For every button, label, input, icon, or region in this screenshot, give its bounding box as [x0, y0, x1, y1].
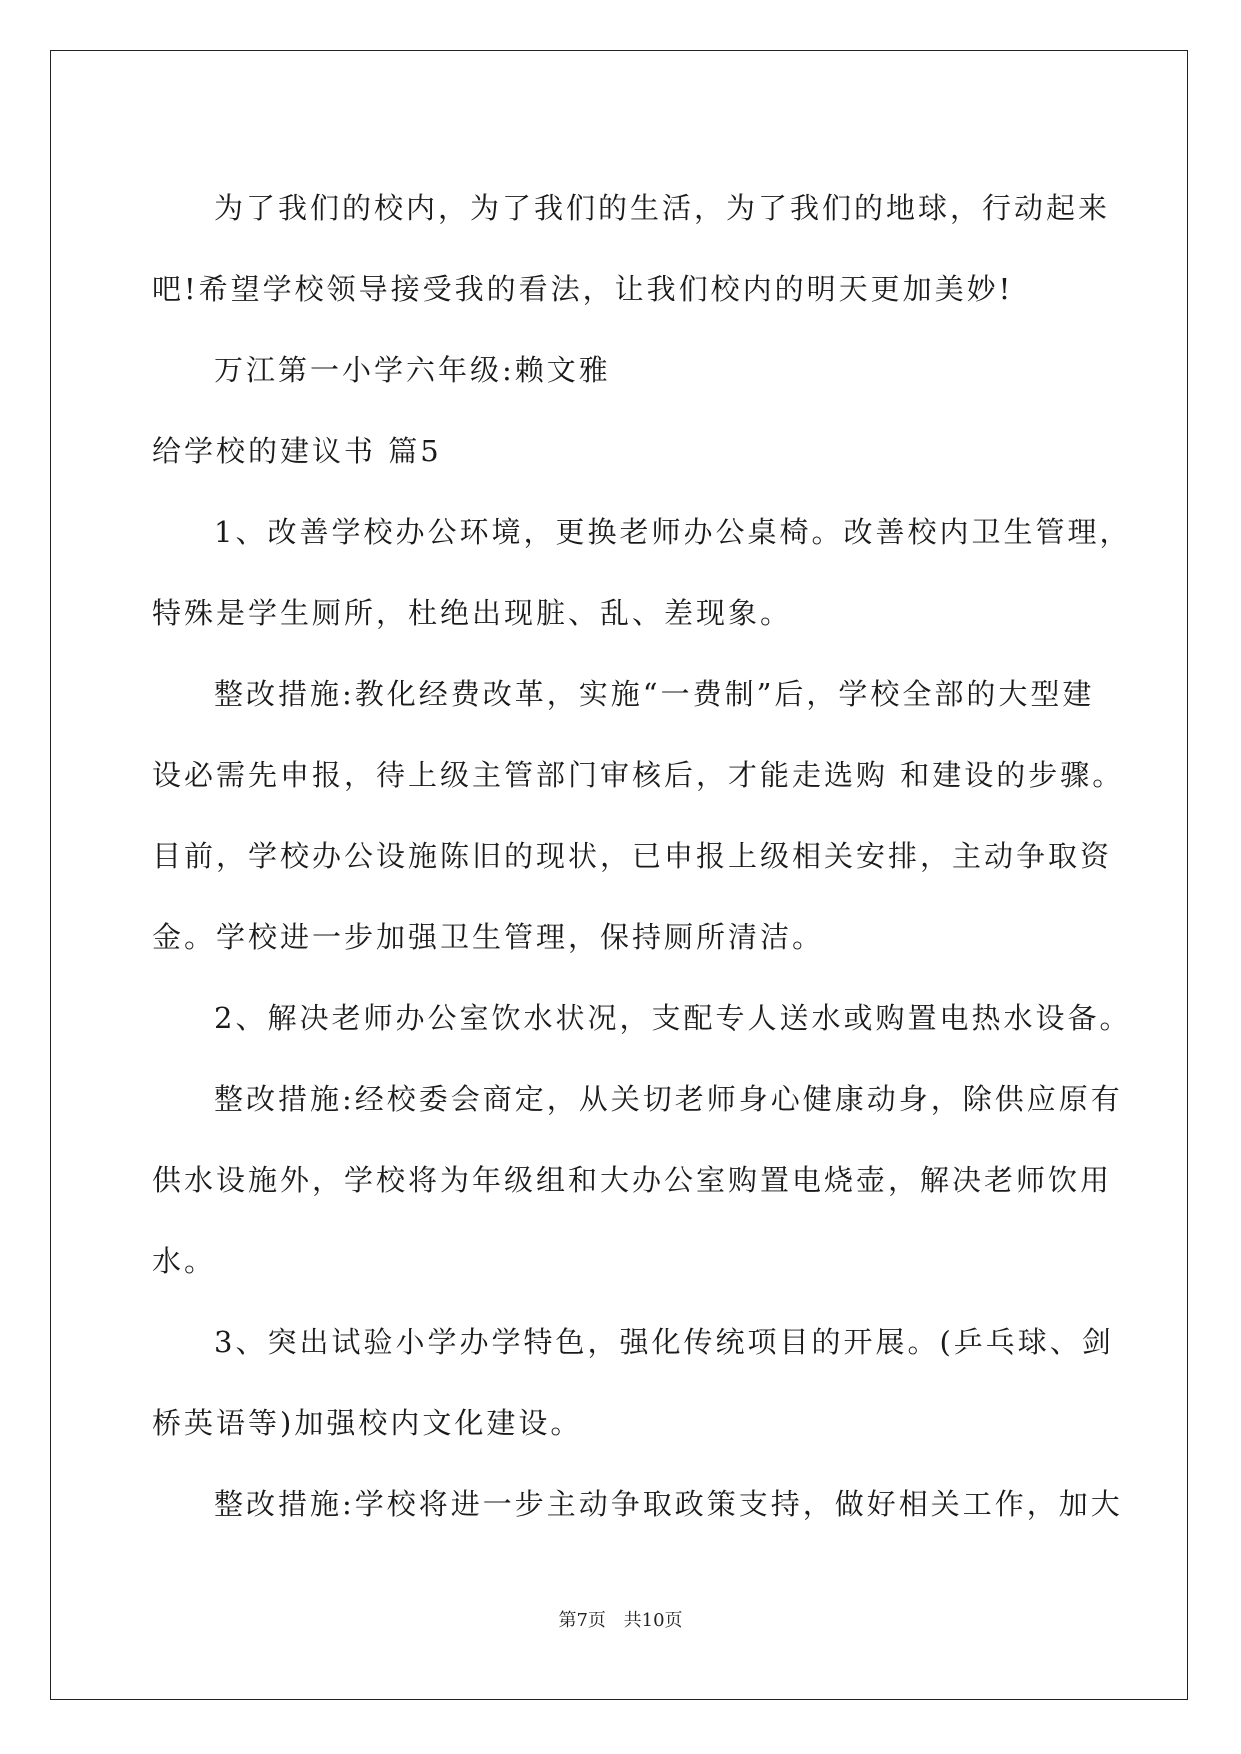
- text-line: 万江第一小学六年级:赖文雅: [214, 353, 611, 387]
- text-line: 3、突出试验小学办学特色，强化传统项目的开展。(乒乓球、剑: [214, 1325, 1114, 1359]
- page-number: 第7页: [558, 1610, 606, 1631]
- page-total: 共10页: [623, 1610, 683, 1631]
- text-line: 整改措施:教化经费改革，实施“一费制”后，学校全部的大型建: [214, 677, 1095, 711]
- text-line: 为了我们的校内，为了我们的生活，为了我们的地球，行动起来: [214, 191, 1111, 225]
- text-line: 金。学校进一步加强卫生管理，保持厕所清洁。: [152, 920, 825, 954]
- text-line: 桥英语等)加强校内文化建设。: [152, 1406, 583, 1440]
- text-line: 给学校的建议书 篇5: [152, 434, 442, 468]
- text-line: 特殊是学生厕所，杜绝出现脏、乱、差现象。: [152, 596, 793, 630]
- text-line: 设必需先申报，待上级主管部门审核后，才能走选购 和建设的步骤。: [152, 758, 1125, 792]
- text-line: 1、改善学校办公环境，更换老师办公桌椅。改善校内卫生管理，: [214, 515, 1132, 549]
- text-line: 2、解决老师办公室饮水状况，支配专人送水或购置电热水设备。: [214, 1001, 1132, 1035]
- page-footer: [0, 1606, 1241, 1632]
- text-line: 吧!希望学校领导接受我的看法，让我们校内的明天更加美妙!: [152, 272, 1014, 306]
- text-line: 水。: [152, 1244, 217, 1278]
- text-line: 整改措施:学校将进一步主动争取政策支持，做好相关工作，加大: [214, 1487, 1123, 1521]
- text-line: 供水设施外，学校将为年级组和大办公室购置电烧壶，解决老师饮用: [152, 1163, 1113, 1197]
- text-line: 目前，学校办公设施陈旧的现状，已申报上级相关安排，主动争取资: [152, 839, 1113, 873]
- document-body: [152, 168, 1132, 1545]
- text-line: 整改措施:经校委会商定，从关切老师身心健康动身，除供应原有: [214, 1082, 1123, 1116]
